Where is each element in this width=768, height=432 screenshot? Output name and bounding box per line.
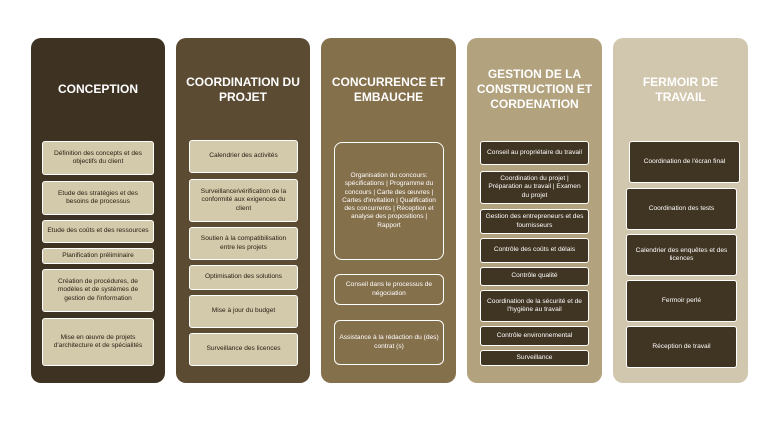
item-conseil-proprietaire: Conseil au propriétaire du travail bbox=[480, 141, 589, 165]
item-coordination-tests: Coordination des tests bbox=[626, 188, 737, 230]
item-etude-strategies: Etude des stratégies et des besoins de processus bbox=[42, 181, 154, 215]
item-fermoir-perle: Fermoir perlé bbox=[626, 280, 737, 322]
item-creation-procedures: Création de procédures, de modèles et de systèmes de gestion de l'information bbox=[42, 269, 154, 312]
item-conseil-negociation: Conseil dans le processus de négociation bbox=[334, 274, 444, 305]
column-title-conception: CONCEPTION bbox=[57, 82, 138, 96]
item-surveillance: Surveillance bbox=[480, 350, 589, 366]
item-mise-en-oeuvre: Mise en œuvre de projets d'architecture et de spécialités bbox=[42, 318, 154, 366]
item-controle-environnemental: Contrôle environnemental bbox=[480, 326, 589, 346]
item-coordination-projet: Coordination du projet | Préparation au travail | Examen du projet bbox=[480, 171, 589, 204]
column-title-fermoir: FERMOIR DE TRAVAIL bbox=[642, 75, 719, 104]
column-title-concurrence: CONCURRENCE ET EMBAUCHE bbox=[331, 75, 446, 104]
item-assistance-contrat: Assistance à la rédaction du (des) contrat (s) bbox=[334, 320, 444, 365]
column-title-gestion: GESTION DE LA CONSTRUCTION ET CORDENATION bbox=[476, 67, 593, 111]
item-coordination-securite: Coordination de la sécurité et de l'hygiène au travail bbox=[480, 290, 589, 322]
column-title-coordination: COORDINATION DU PROJET bbox=[186, 75, 300, 104]
column-concurrence-embauche bbox=[321, 38, 456, 383]
item-reception-travail: Réception de travail bbox=[626, 326, 737, 368]
item-planification: Planification préliminaire bbox=[42, 248, 154, 264]
item-organisation-concours: Organisation du concours: spécifications | Programme du concours | Carte des œuvres | Cartes d'invitation | Qualification des concurrents | Réception et analyse des propositions | Rapport bbox=[334, 142, 444, 260]
item-controle-couts-delais: Contrôle des coûts et délais bbox=[480, 238, 589, 263]
item-surveillance-licences: Surveillance des licences bbox=[189, 333, 298, 366]
column-coordination-projet bbox=[176, 38, 310, 383]
item-soutien-compatibilisation: Soutien à la compatibilisation entre les projets bbox=[189, 227, 298, 260]
item-gestion-entrepreneurs: Gestion des entrepreneurs et des fournisseurs bbox=[480, 209, 589, 234]
item-mise-a-jour-budget: Mise à jour du budget bbox=[189, 295, 298, 328]
item-controle-qualite: Contrôle qualité bbox=[480, 267, 589, 286]
item-definition-concepts: Définition des concepts et des objectifs du client bbox=[42, 141, 154, 175]
item-calendrier-activites: Calendrier des activités bbox=[189, 140, 298, 173]
item-calendrier-enquetes: Calendrier des enquêtes et des licences bbox=[626, 234, 737, 276]
column-gestion-construction bbox=[467, 38, 602, 383]
item-optimisation: Optimisation des solutions bbox=[189, 265, 298, 290]
column-fermoir-travail bbox=[613, 38, 748, 383]
item-etude-couts: Etude des coûts et des ressources bbox=[42, 220, 154, 243]
item-coordination-ecran: Coordination de l'écran final bbox=[629, 141, 740, 183]
item-surveillance-conformite: Surveillance/vérification de la conformité aux exigences du client bbox=[189, 179, 298, 222]
column-conception bbox=[31, 38, 165, 383]
